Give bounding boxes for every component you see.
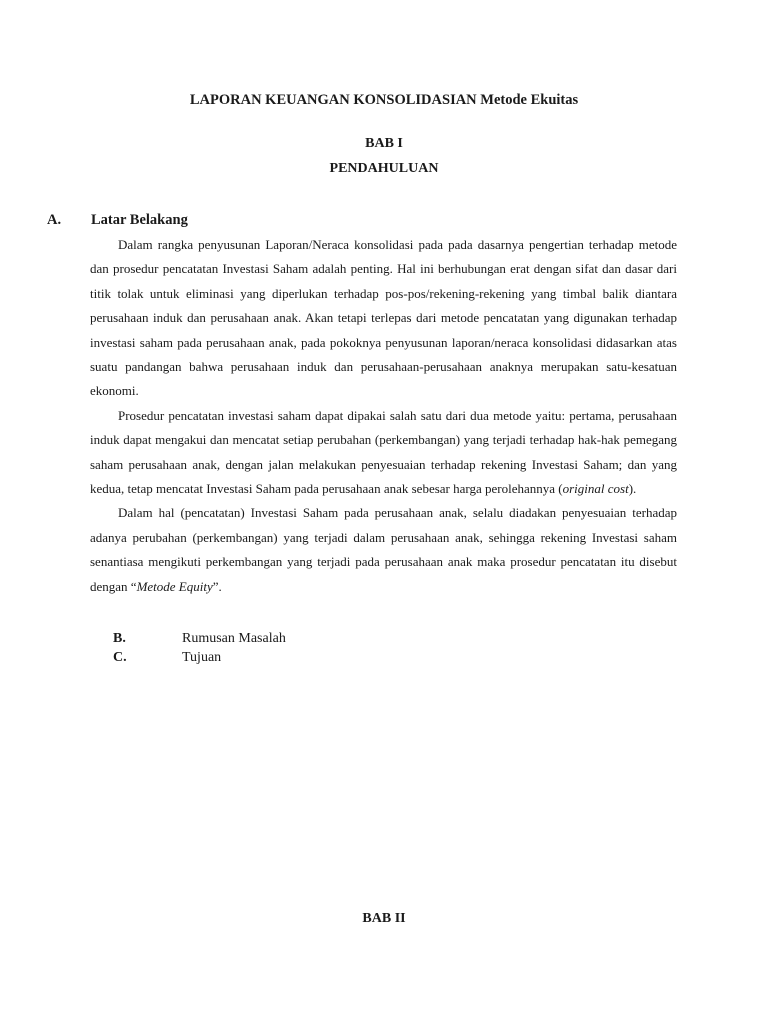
paragraph-2 xyxy=(90,404,677,502)
paragraph-2-italic: original cost xyxy=(562,481,629,497)
section-b-title: Rumusan Masalah xyxy=(182,631,286,646)
document-title-main: LAPORAN KEUANGAN KONSOLIDASIAN xyxy=(189,92,477,108)
section-a-title: Latar Belakang xyxy=(91,212,188,228)
paragraph-2-main: Prosedur pencatatan investasi saham dapat dipakai salah satu dari dua metode yaitu: pertama, perusahaan induk dapat mengakui dan mencatat setiap perubahan (perkembangan) yang terjadi terhadap hak-hak pemegang saham perusahaan anak, dengan jalan melakukan penyesuaian terhadap rekening Investasi Saham; dan yang kedua, tetap mencatat Investasi Saham pada perusahaan anak sebesar harga perolehannya ( xyxy=(90,407,677,497)
chapter-2-number: BAB II xyxy=(362,911,406,926)
chapter-number: BAB I xyxy=(365,136,403,151)
paragraph-3-end: ”. xyxy=(212,578,222,594)
document-title xyxy=(0,92,768,109)
body-text xyxy=(90,233,677,599)
chapter-title: PENDAHULUAN xyxy=(329,161,439,176)
section-a-letter: A. xyxy=(47,212,62,228)
paragraph-3-main: Dalam hal (pencatatan) Investasi Saham pada perusahaan anak, selalu diadakan penyesuaian terhadap adanya perubahan (perkembangan) yang terjadi dalam perusahaan anak, sehingga rekening Investasi saham senantiasa mengikuti perkembangan yang terjadi pada perusahaan anak maka prosedur pencatatan itu disebut dengan “ xyxy=(90,505,677,594)
section-c-title: Tujuan xyxy=(182,650,222,665)
paragraph-3-italic: Metode Equity xyxy=(136,578,213,594)
paragraph-1: Dalam rangka penyusunan Laporan/Neraca konsolidasi pada pada dasarnya pengertian terhadap metode dan prosedur pencatatan Investasi Saham adalah penting. Hal ini berhubungan erat dengan sifat dan dasar dari titik tolak untuk eliminasi yang diperlukan terhadap pos-pos/rekening-rekening yang timbal balik diantara perusahaan induk dan perusahaan anak. Akan tetapi terlepas dari metode pencatatan yang digunakan terhadap investasi saham pada perusahaan anak, pada pokoknya penyusunan laporan/neraca konsolidasi didasarkan atas suatu pandangan bahwa perusahaan induk dan perusahaan-perusahaan anaknya merupakan satu-kesatuan ekonomi. xyxy=(90,237,677,399)
section-b-letter: B. xyxy=(113,631,126,646)
section-c-letter: C. xyxy=(113,650,127,665)
document-title-method: Metode Ekuitas xyxy=(480,92,579,108)
paragraph-3 xyxy=(90,501,677,599)
paragraph-2-end: ). xyxy=(628,481,637,497)
